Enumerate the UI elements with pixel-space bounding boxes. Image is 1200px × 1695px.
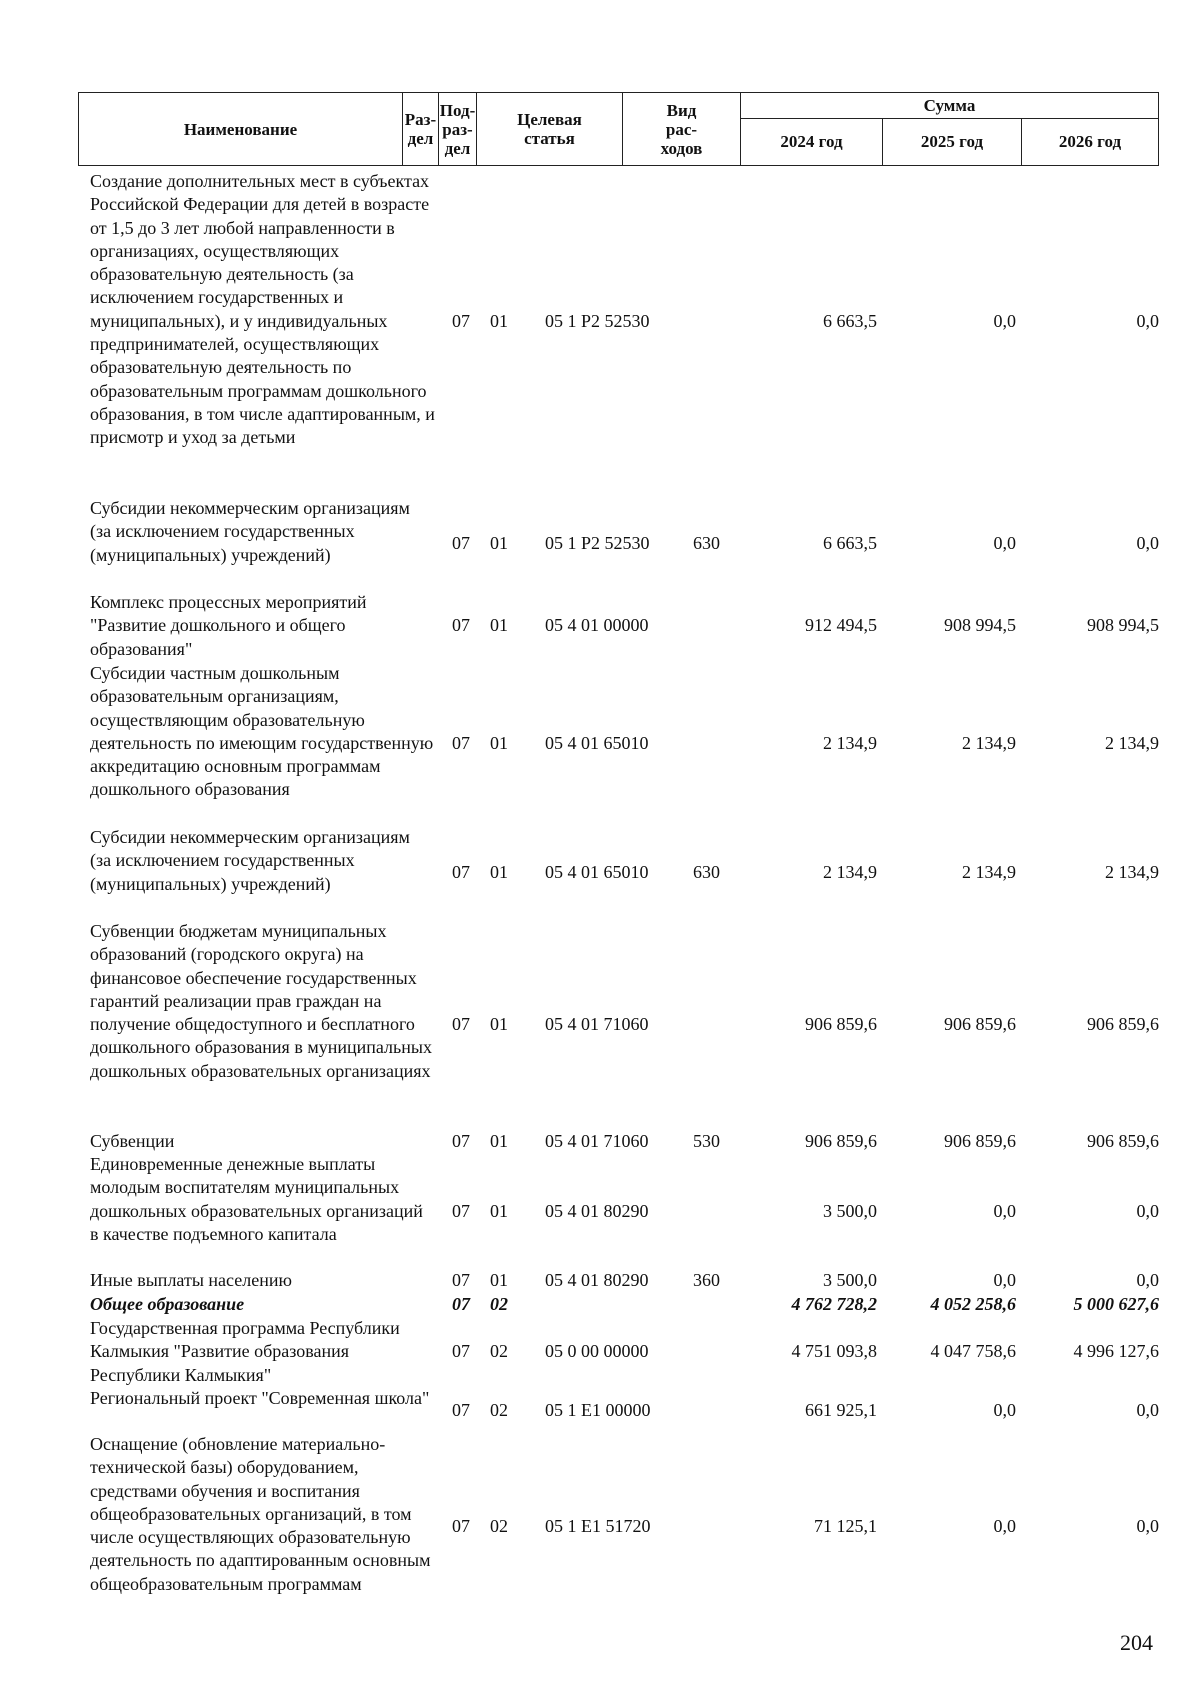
row-razdel: 07 <box>452 1399 470 1420</box>
row-sum-2024: 4 751 093,8 <box>791 1341 877 1362</box>
row-tselevaya-statya: 05 4 01 65010 <box>545 732 649 753</box>
table-row <box>0 497 1200 590</box>
row-sum-2026: 0,0 <box>1136 1270 1159 1290</box>
row-sum-2024: 906 859,6 <box>805 1131 877 1151</box>
row-tselevaya-statya: 05 1 E1 51720 <box>545 1515 651 1536</box>
header-year-2025: 2025 год <box>883 119 1022 165</box>
header-name: Наименование <box>79 93 403 165</box>
table-row <box>0 826 1200 919</box>
row-podrazdel: 01 <box>490 861 508 882</box>
row-podrazdel: 01 <box>490 1270 508 1290</box>
row-podrazdel: 01 <box>490 1014 508 1035</box>
row-name: Государственная программа Республики Калмыкия "Развитие образования Республики Калмыкия" <box>90 1318 400 1385</box>
row-name: Субвенции бюджетам муниципальных образований (городского округа) на финансовое обеспечение государственных гарантий реализации прав граждан на получение общедоступного и бесплатного дошкольного образования в муниципальных дошкольных образовательных организациях <box>90 921 432 1081</box>
row-sum-2025: 0,0 <box>993 532 1016 553</box>
table-row <box>0 1269 1200 1292</box>
row-vid-rashodov: 630 <box>693 532 720 553</box>
header-vid-rashodov: Вид рас- ходов <box>623 93 741 165</box>
row-name: Иные выплаты населению <box>90 1270 292 1290</box>
row-razdel: 07 <box>452 1341 470 1362</box>
row-razdel: 07 <box>452 1270 470 1290</box>
row-tselevaya-statya: 05 1 P2 52530 <box>545 310 650 331</box>
row-razdel: 07 <box>452 310 470 331</box>
row-podrazdel: 02 <box>490 1399 508 1420</box>
header-razdel: Раз- дел <box>403 93 439 165</box>
row-razdel: 07 <box>452 861 470 882</box>
row-razdel: 07 <box>452 615 470 636</box>
header-podrazdel: Под- раз- дел <box>439 93 477 165</box>
row-name: Субвенции <box>90 1131 175 1151</box>
row-sum-2025: 2 134,9 <box>962 732 1016 753</box>
row-sum-2025: 0,0 <box>993 1399 1016 1420</box>
table-header <box>78 92 1159 166</box>
row-tselevaya-statya: 05 4 01 65010 <box>545 861 649 882</box>
row-name: Создание дополнительных мест в субъектах Российской Федерации для детей в возрасте от 1,5 до 3 лет любой направленности в организациях, осуществляющих образовательную деятельность (за исключением государственных и муниципальных), и у индивидуальных предпринимателей, осуществляющих образовательную деятельность по образовательным программам дошкольного образования, в том числе адаптированным, и присмотр и уход за детьми <box>90 171 435 448</box>
row-podrazdel: 01 <box>490 732 508 753</box>
row-razdel: 07 <box>452 1131 470 1151</box>
page-number: 204 <box>1120 1630 1153 1655</box>
row-sum-2024: 6 663,5 <box>823 532 877 553</box>
row-sum-2025: 906 859,6 <box>944 1131 1016 1151</box>
row-vid-rashodov: 530 <box>693 1131 720 1151</box>
table-row <box>0 591 1200 661</box>
table-row <box>0 170 1200 473</box>
row-razdel: 07 <box>452 1014 470 1035</box>
row-tselevaya-statya: 05 0 00 00000 <box>545 1341 649 1362</box>
row-razdel: 07 <box>452 1200 470 1221</box>
row-podrazdel: 01 <box>490 1200 508 1221</box>
row-razdel: 07 <box>452 1515 470 1536</box>
table-row <box>0 1293 1200 1316</box>
row-tselevaya-statya: 05 4 01 71060 <box>545 1131 649 1151</box>
row-name: Региональный проект "Современная школа" <box>90 1388 430 1408</box>
row-sum-2026: 0,0 <box>1136 532 1159 553</box>
row-sum-2024: 6 663,5 <box>823 310 877 331</box>
row-sum-2024: 3 500,0 <box>823 1200 877 1221</box>
table-row <box>0 1153 1200 1270</box>
row-sum-2024: 912 494,5 <box>805 615 877 636</box>
row-sum-2024: 661 925,1 <box>805 1399 877 1420</box>
row-sum-2026: 0,0 <box>1136 1515 1159 1536</box>
row-sum-2025: 908 994,5 <box>944 615 1016 636</box>
header-tselevaya-statya: Целевая статья <box>477 93 623 165</box>
row-sum-2025: 0,0 <box>993 1270 1016 1290</box>
row-sum-2026: 0,0 <box>1136 310 1159 331</box>
row-sum-2025: 0,0 <box>993 1200 1016 1221</box>
row-sum-2025: 4 047 758,6 <box>930 1341 1016 1362</box>
row-podrazdel: 01 <box>490 1131 508 1151</box>
row-name: Субсидии частным дошкольным образовательным организациям, осуществляющим образовательную деятельность по имеющим государственную аккредитацию основным программам дошкольного образования <box>90 663 434 800</box>
row-sum-2026: 906 859,6 <box>1087 1131 1159 1151</box>
row-name: Комплекс процессных мероприятий "Развитие дошкольного и общего образования" <box>90 592 367 659</box>
table-row <box>0 1130 1200 1153</box>
row-name: Общее образование <box>90 1294 245 1314</box>
row-sum-2026: 0,0 <box>1136 1200 1159 1221</box>
row-tselevaya-statya: 05 4 01 80290 <box>545 1270 649 1290</box>
row-vid-rashodov: 630 <box>693 861 720 882</box>
row-podrazdel: 02 <box>490 1515 508 1536</box>
row-sum-2024: 906 859,6 <box>805 1014 877 1035</box>
row-sum-2026: 2 134,9 <box>1105 732 1159 753</box>
table-row <box>0 662 1200 825</box>
row-sum-2025: 0,0 <box>993 310 1016 331</box>
row-tselevaya-statya: 05 4 01 71060 <box>545 1014 649 1035</box>
row-name: Субсидии некоммерческим организациям (за исключением государственных (муниципальных) учреждений) <box>90 827 410 894</box>
row-razdel: 07 <box>452 1294 470 1314</box>
row-sum-2024: 71 125,1 <box>814 1515 877 1536</box>
row-sum-2025: 2 134,9 <box>962 861 1016 882</box>
row-podrazdel: 01 <box>490 615 508 636</box>
row-tselevaya-statya: 05 1 E1 00000 <box>545 1399 651 1420</box>
row-sum-2024: 4 762 728,2 <box>791 1294 877 1314</box>
row-sum-2026: 906 859,6 <box>1087 1014 1159 1035</box>
row-sum-2026: 908 994,5 <box>1087 615 1159 636</box>
row-sum-2026: 2 134,9 <box>1105 861 1159 882</box>
row-name: Единовременные денежные выплаты молодым воспитателям муниципальных дошкольных образовательных организаций в качестве подъемного капитала <box>90 1154 423 1244</box>
row-razdel: 07 <box>452 732 470 753</box>
table-row <box>0 1433 1200 1619</box>
row-sum-2025: 4 052 258,6 <box>930 1294 1016 1314</box>
row-tselevaya-statya: 05 4 01 00000 <box>545 615 649 636</box>
table-row <box>0 1387 1200 1434</box>
header-summa: Сумма <box>741 93 1158 119</box>
row-name: Субсидии некоммерческим организациям (за исключением государственных (муниципальных) учреждений) <box>90 498 410 565</box>
row-podrazdel: 02 <box>490 1294 508 1314</box>
row-sum-2024: 2 134,9 <box>823 861 877 882</box>
row-sum-2024: 3 500,0 <box>823 1270 877 1290</box>
row-razdel: 07 <box>452 532 470 553</box>
row-podrazdel: 01 <box>490 310 508 331</box>
row-sum-2026: 4 996 127,6 <box>1073 1341 1159 1362</box>
row-podrazdel: 02 <box>490 1341 508 1362</box>
row-sum-2026: 0,0 <box>1136 1399 1159 1420</box>
row-tselevaya-statya: 05 4 01 80290 <box>545 1200 649 1221</box>
row-sum-2025: 906 859,6 <box>944 1014 1016 1035</box>
row-sum-2024: 2 134,9 <box>823 732 877 753</box>
header-year-2026: 2026 год <box>1058 132 1122 151</box>
table-row <box>0 1317 1200 1387</box>
table-row <box>0 920 1200 1130</box>
row-podrazdel: 01 <box>490 532 508 553</box>
row-vid-rashodov: 360 <box>693 1270 720 1290</box>
header-year-2024: 2024 год <box>741 119 883 165</box>
row-name: Оснащение (обновление материально-технической базы) оборудованием, средствами обучения и воспитания общеобразовательных организаций, в том числе осуществляющих образовательную деятельность по адаптированным основным общеобразовательным программам <box>90 1434 431 1594</box>
row-tselevaya-statya: 05 1 P2 52530 <box>545 532 650 553</box>
row-sum-2025: 0,0 <box>993 1515 1016 1536</box>
row-sum-2026: 5 000 627,6 <box>1073 1294 1159 1314</box>
